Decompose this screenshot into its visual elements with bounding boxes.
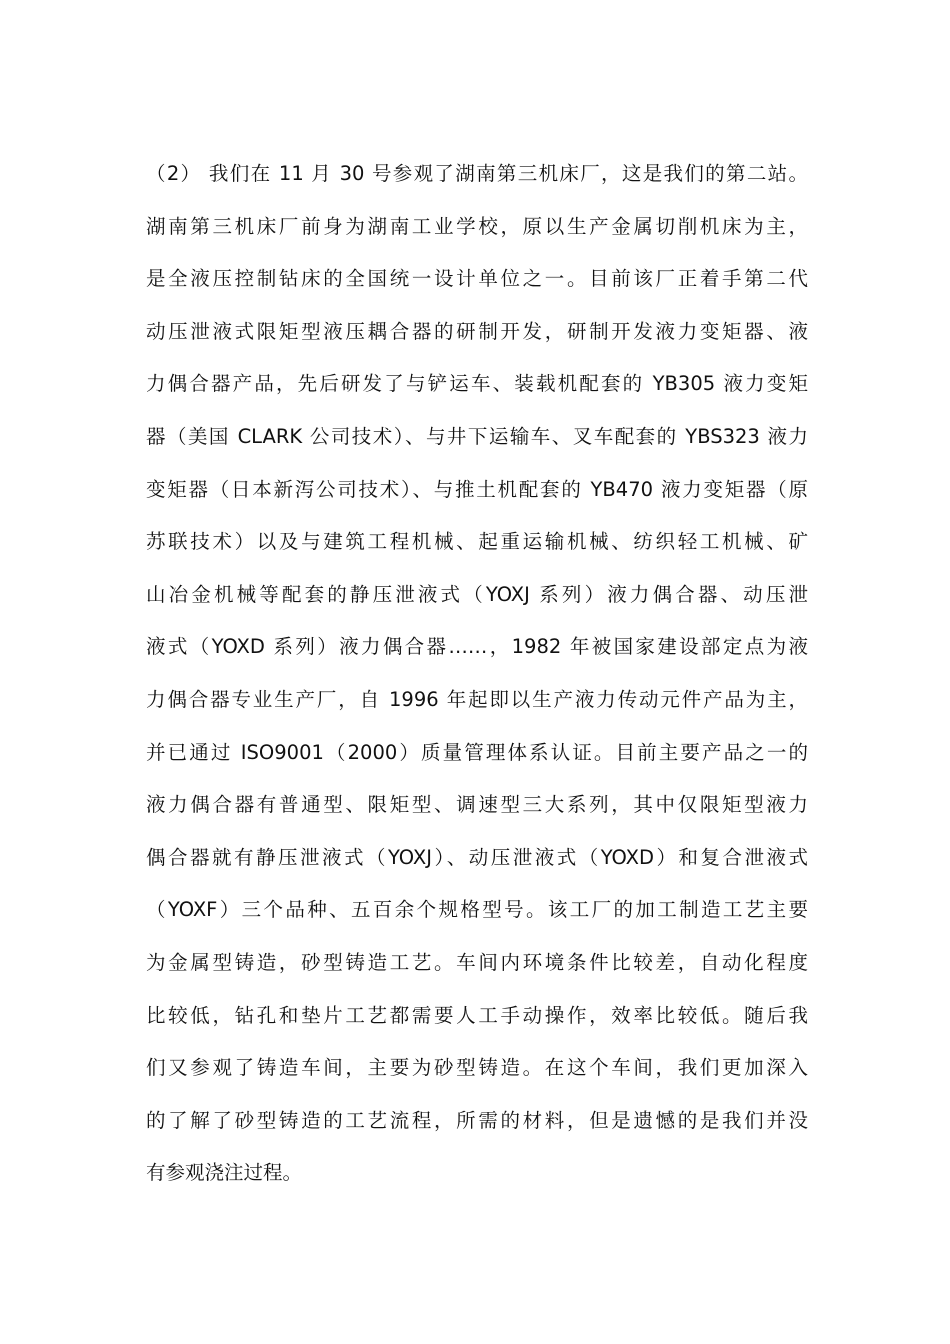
paragraph-line: 并已通过 ISO9001（2000）质量管理体系认证。目前主要产品之一的 xyxy=(146,740,808,764)
paragraph-line: 的了解了砂型铸造的工艺流程，所需的材料，但是遗憾的是我们并没 xyxy=(146,1108,808,1132)
paragraph-line: 力偶合器专业生产厂，自 1996 年起即以生产液力传动元件产品为主， xyxy=(146,687,808,711)
paragraph-line: 力偶合器产品，先后研发了与铲运车、装载机配套的 YB305 液力变矩 xyxy=(146,372,808,396)
paragraph-line: （YOXF）三个品种、五百余个规格型号。该工厂的加工制造工艺主要 xyxy=(146,898,808,922)
paragraph-line: 偶合器就有静压泄液式（YOXJ）、动压泄液式（YOXD）和复合泄液式 xyxy=(146,845,808,869)
paragraph-line: 液式（YOXD 系列）液力偶合器……，1982 年被国家建设部定点为液 xyxy=(146,635,808,659)
paragraph-line: 湖南第三机床厂前身为湖南工业学校，原以生产金属切削机床为主， xyxy=(146,214,808,238)
paragraph-line: 有参观浇注过程。 xyxy=(146,1161,303,1185)
paragraph-line: 山冶金机械等配套的静压泄液式（YOXJ 系列）液力偶合器、动压泄 xyxy=(146,582,808,606)
paragraph-line: 们又参观了铸造车间，主要为砂型铸造。在这个车间，我们更加深入 xyxy=(146,1056,808,1080)
paragraph-line: 比较低，钻孔和垫片工艺都需要人工手动操作，效率比较低。随后我 xyxy=(146,1003,808,1027)
paragraph-line: 动压泄液式限矩型液压耦合器的研制开发，研制开发液力变矩器、液 xyxy=(146,319,808,343)
paragraph-line: 液力偶合器有普通型、限矩型、调速型三大系列，其中仅限矩型液力 xyxy=(146,793,808,817)
body-paragraph xyxy=(146,154,808,1206)
paragraph-line: （2） 我们在 11 月 30 号参观了湖南第三机床厂，这是我们的第二站。 xyxy=(146,162,808,185)
paragraph-line: 苏联技术）以及与建筑工程机械、起重运输机械、纺织轻工机械、矿 xyxy=(146,530,808,554)
paragraph-line: 器（美国 CLARK 公司技术）、与井下运输车、叉车配套的 YBS323 液力 xyxy=(146,424,808,448)
paragraph-line: 变矩器（日本新泻公司技术）、与推土机配套的 YB470 液力变矩器（原 xyxy=(146,477,808,501)
paragraph-line: 为金属型铸造，砂型铸造工艺。车间内环境条件比较差，自动化程度 xyxy=(146,950,808,974)
paragraph-line: 是全液压控制钻床的全国统一设计单位之一。目前该厂正着手第二代 xyxy=(146,267,808,291)
